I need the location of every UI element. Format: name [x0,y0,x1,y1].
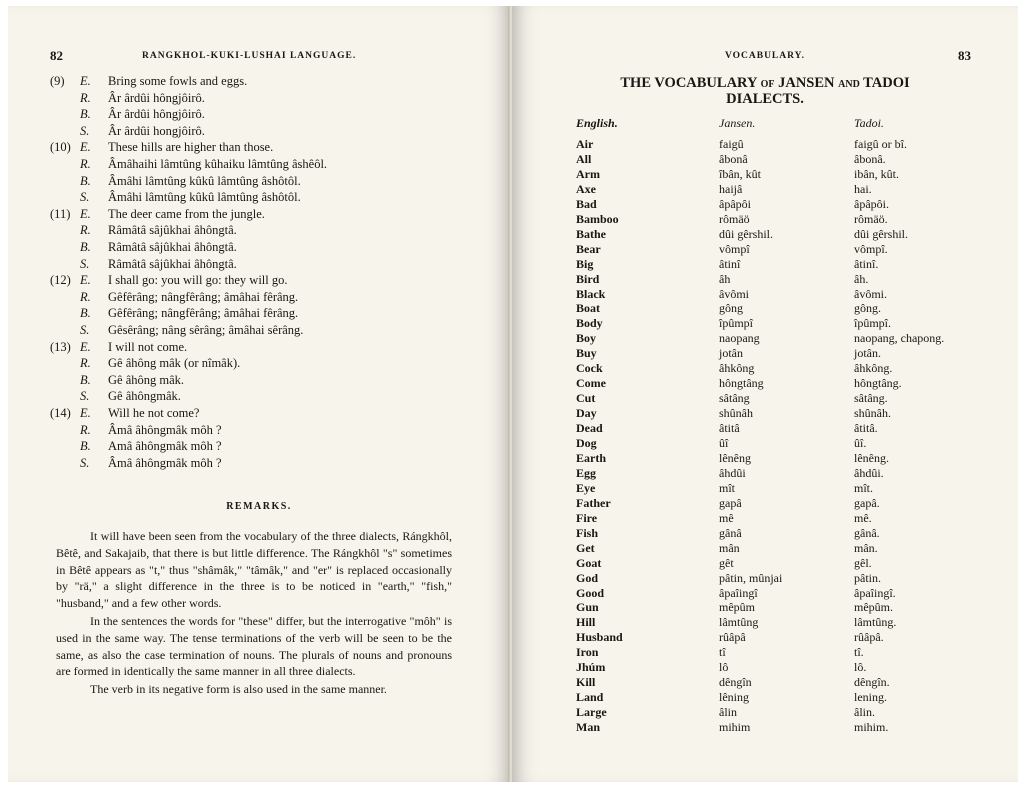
english-word: Cut [576,391,596,406]
dialect-marker: S. [80,389,90,404]
exercise-line [50,174,301,191]
jansen-word: vômpî [719,241,750,256]
tadoi-word: lâmtûng. [854,615,897,630]
exercise-line [50,456,222,473]
vocabulary-row [512,511,1018,526]
exercise-line [50,190,301,207]
tadoi-word: rûâpâ. [854,630,884,645]
exercise-line [50,74,247,91]
tadoi-word: gông. [854,301,881,316]
remarks-heading: REMARKS. [226,501,292,512]
dialect-marker: E. [80,273,91,288]
jansen-word: âvômi [719,286,749,301]
tadoi-word: dêngîn. [854,675,890,690]
vocabulary-title-line: THE VOCABULARY OF JANSEN AND TADOI [620,75,910,91]
dialect-marker: B. [80,107,91,122]
dialect-marker: S. [80,190,90,205]
dialect-marker: E. [80,140,91,155]
vocabulary-row [512,586,1018,601]
jansen-word: naopang [719,331,760,346]
tadoi-word: âpaîingî. [854,585,896,600]
exercise-text: Râmâtâ sâjûkhai âhôngtâ. [108,240,237,254]
english-word: Earth [576,450,606,465]
tadoi-word: mê. [854,510,872,525]
dialect-marker: B. [80,372,91,387]
exercise-number: (10) [50,140,71,155]
vocabulary-row [512,645,1018,660]
vocabulary-row [512,690,1018,705]
dialect-marker: R. [80,223,91,238]
english-word: Large [576,705,607,720]
vocabulary-row [512,182,1018,197]
page-number: 82 [50,48,63,63]
dialect-marker: R. [80,157,91,171]
running-head: VOCABULARY. [724,51,806,61]
english-word: Day [576,406,597,421]
tadoi-word: gânâ. [854,525,880,540]
exercise-text: Gê âhôngmâk. [108,389,181,404]
exercise-text: Gê âhông mâk. [108,372,185,387]
english-word: Jhúm [576,660,606,675]
exercise-text: Gêsêrâng; nâng sêrâng; âmâhai sêrâng. [108,323,304,337]
jansen-word: gapâ [719,495,742,510]
exercise-text: These hills are higher than those. [108,140,274,155]
jansen-word: rûâpâ [719,630,746,645]
tadoi-word: âtinî. [854,256,879,271]
vocabulary-row [512,406,1018,421]
dialect-marker: R. [80,422,91,437]
english-word: Man [576,720,600,735]
vocabulary-row [512,301,1018,316]
jansen-word: âpaîingî [719,585,758,600]
english-word: Bird [576,271,600,286]
exercise-text: The deer came from the jungle. [108,206,265,221]
vocabulary-row [512,376,1018,391]
jansen-word: mân [719,540,740,555]
tadoi-word: mêpûm. [854,600,893,615]
exercise-line [50,306,298,323]
jansen-word: gêt [719,555,734,570]
vocabulary-row [512,421,1018,436]
english-word: Father [576,495,611,510]
jansen-word: hôngtâng [719,376,764,391]
english-word: God [576,570,599,585]
tadoi-word: faigû or bî. [854,137,907,151]
vocabulary-row [512,600,1018,615]
tadoi-word: jotân. [854,346,881,361]
vocabulary-row [512,451,1018,466]
english-word: Black [576,286,606,301]
vocabulary-title-line: DIALECTS. [726,91,804,107]
vocabulary-row [512,287,1018,302]
book-spread [8,6,1018,782]
english-word: Fish [576,525,599,540]
tadoi-word: âbonâ. [854,151,886,166]
tadoi-word: rômäö. [854,211,888,226]
jansen-word: mît [719,480,736,495]
exercise-text: Râmâtâ sâjûkhai âhôngtâ. [108,256,237,271]
vocabulary-row [512,541,1018,556]
dialect-marker: E. [80,206,91,221]
jansen-word: shûnâh [719,406,753,421]
jansen-word: âlin [719,705,737,720]
dialect-marker: E. [80,74,91,88]
vocabulary-row [512,481,1018,496]
english-word: Bear [576,241,601,256]
tadoi-word: tî. [854,645,864,660]
exercise-line [50,124,205,141]
jansen-word: îbân, kût [719,166,761,181]
tadoi-word: ibân, kût. [854,166,899,181]
english-word: Dead [576,421,603,436]
jansen-word: haijâ [719,181,743,196]
jansen-word: gông [719,301,743,316]
vocabulary-row [512,720,1018,735]
tadoi-word: ûî. [854,436,867,450]
exercise-number: (12) [50,273,71,288]
vocabulary-row [512,361,1018,376]
tadoi-word: vômpî. [854,241,888,256]
exercise-line [50,107,205,124]
exercise-line [50,356,240,373]
page-number: 83 [958,48,971,63]
english-word: Dog [576,436,597,450]
english-word: Bad [576,196,597,211]
vocabulary-row [512,630,1018,645]
tadoi-word: âlin. [854,705,875,720]
tadoi-word: mihim. [854,720,889,735]
english-word: All [576,151,592,166]
exercise-line [50,290,298,307]
english-word: Husband [576,630,623,645]
jansen-word: lênêng [719,450,751,465]
exercise-line [50,406,199,423]
dialect-marker: R. [80,356,91,371]
right-page [512,6,1018,782]
jansen-word: lô [719,660,729,675]
dialect-marker: S. [80,123,90,138]
left-page [8,6,510,782]
exercise-text: Gê âhông mâk (or nîmâk). [108,356,241,371]
english-word: Come [576,376,606,391]
jansen-word: âhkông [719,361,755,376]
english-word: Good [576,585,605,600]
tadoi-word: gêl. [854,555,872,570]
english-word: Land [576,690,604,705]
jansen-word: tî [719,645,726,660]
exercise-line [50,273,288,290]
english-word: Arm [576,166,600,181]
dialect-marker: R. [80,90,91,105]
exercise-text: Âr ârdûi hôngjôirô. [108,90,205,105]
exercise-line [50,207,265,224]
vocabulary-row [512,346,1018,361]
jansen-word: âtinî [719,256,741,271]
tadoi-word: îpûmpî. [854,316,892,331]
column-header-english: English. [576,116,618,130]
vocabulary-row [512,152,1018,167]
english-word: Big [576,256,594,271]
exercise-text: Âr ârdûi hôngjôirô. [108,107,205,122]
jansen-word: jotân [719,346,743,361]
exercise-line [50,323,303,340]
english-word: Bathe [576,226,606,241]
english-word: Boy [576,331,597,346]
vocabulary-row [512,660,1018,675]
vocabulary-row [512,705,1018,720]
tadoi-word: âpâpôi. [854,196,889,211]
english-word: Egg [576,465,597,480]
remarks-paragraph: The verb in its negative form is also used in the same manner. [90,682,387,697]
running-head: RANGKHOL-KUKI-LUSHAI LANGUAGE. [142,51,357,61]
vocabulary-row [512,556,1018,571]
exercise-text: Râmâtâ sâjûkhai âhôngtâ. [108,223,237,238]
tadoi-word: lening. [854,690,887,705]
dialect-marker: E. [80,339,91,354]
vocabulary-row [512,436,1018,451]
jansen-word: faigû [719,137,744,151]
vocabulary-row [512,212,1018,227]
dialect-marker: B. [80,306,91,321]
exercise-text: Âmâhi lâmtûng kûkû lâmtûng âshôtôl. [108,173,301,188]
english-word: Gun [576,600,599,615]
exercise-line [50,91,205,108]
jansen-word: mê [719,510,734,525]
exercise-line [50,240,237,257]
vocabulary-row [512,137,1018,152]
tadoi-word: gapâ. [854,495,880,510]
tadoi-word: sâtâng. [854,391,888,406]
tadoi-word: pâtin. [854,570,881,585]
english-word: Bamboo [576,211,619,226]
vocabulary-row [512,675,1018,690]
column-header-jansen: Jansen. [719,116,756,130]
vocabulary-row [512,466,1018,481]
jansen-word: dûi gêrshil. [719,226,773,241]
english-word: Hill [576,615,596,630]
exercise-text: I will not come. [108,339,188,354]
exercise-line [50,439,222,456]
exercise-number: (13) [50,339,71,354]
vocabulary-row [512,526,1018,541]
column-header-tadoi: Tadoi. [854,116,884,130]
english-word: Body [576,316,603,331]
vocabulary-row [512,391,1018,406]
vocabulary-row [512,331,1018,346]
exercise-line [50,157,327,174]
exercise-line [50,389,181,406]
dialect-marker: E. [80,406,91,420]
exercise-text: Âmâ âhôngmâk môh ? [108,455,222,470]
tadoi-word: lô. [854,660,867,675]
english-word: Air [576,137,594,151]
exercise-text: Bring some fowls and eggs. [108,74,248,88]
english-word: Axe [576,181,596,196]
exercise-text: Âmâhaihi lâmtûng kûhaiku lâmtûng âshêôl. [108,157,328,171]
vocabulary-row [512,257,1018,272]
vocabulary-row [512,242,1018,257]
exercise-number: (9) [50,74,65,88]
english-word: Goat [576,555,602,570]
exercise-text: I shall go: you will go: they will go. [108,273,288,288]
remarks-paragraph: It will have been seen from the vocabulary of the three dialects, Rángkhôl, Bêtê, and Sakajaib, that there is but little difference. The Rángkhôl "s" sometimes in Bêtê appears as "t," thus "shâmâk," "tâmâk," and "er" is replaced occasionally by "rä," a slight difference in the three is to be noticed in "earth," "fish," "husband," and a few other words. [56,529,452,611]
jansen-word: lêning [719,690,749,705]
exercise-line [50,340,187,357]
exercise-number: (14) [50,406,71,420]
dialect-marker: B. [80,439,91,454]
english-word: Kill [576,675,596,690]
vocabulary-row [512,272,1018,287]
jansen-word: mihim [719,720,751,735]
vocabulary-row [512,615,1018,630]
dialect-marker: S. [80,455,90,470]
english-word: Iron [576,645,599,660]
english-word: Fire [576,510,598,525]
jansen-word: gânâ [719,525,742,540]
dialect-marker: S. [80,256,90,271]
english-word: Eye [576,480,596,495]
jansen-word: lâmtûng [719,615,759,630]
vocabulary-row [512,316,1018,331]
exercise-text: Gêfêrâng; nângfêrâng; âmâhai fêrâng. [108,306,299,321]
exercise-line [50,140,273,157]
jansen-word: âhdûi [719,465,746,480]
jansen-word: âbonâ [719,151,748,166]
jansen-word: âtitâ [719,421,740,436]
tadoi-word: hôngtâng. [854,376,902,391]
exercise-text: Âmâhi lâmtûng kûkû lâmtûng âshôtôl. [108,190,301,205]
tadoi-word: naopang, chapong. [854,331,945,346]
vocabulary-row [512,227,1018,242]
english-word: Buy [576,346,597,361]
tadoi-word: âh. [854,271,869,286]
tadoi-word: shûnâh. [854,406,891,421]
exercise-line [50,257,237,274]
dialect-marker: S. [80,323,90,337]
vocabulary-row [512,496,1018,511]
jansen-word: âh [719,271,731,286]
vocabulary-title [512,76,1018,107]
vocabulary-row [512,167,1018,182]
exercise-line [50,373,184,390]
jansen-word: ûî [719,436,729,450]
jansen-word: âpâpôi [719,196,751,211]
remarks-paragraph: In the sentences the words for "these" differ, but the interrogative "môh" is used in the same way. The tense terminations of the verb will be seen to be the same, as also the case termination of nouns. The plurals of nouns and pronouns are formed in identically the same manner in all three dialects. [56,613,452,679]
exercise-text: Will he not come? [108,406,200,420]
exercise-text: Amâ âhôngmâk môh ? [108,439,222,454]
dialect-marker: R. [80,289,91,304]
tadoi-word: lênêng. [854,450,889,465]
tadoi-word: âhdûi. [854,465,884,480]
jansen-word: rômäö [719,211,750,226]
remarks-text [56,528,452,699]
exercise-number: (11) [50,206,71,221]
vocabulary-row [512,197,1018,212]
exercise-text: Gêfêrâng; nângfêrâng; âmâhai fêrâng. [108,289,299,304]
exercise-line [50,223,237,240]
dialect-marker: B. [80,240,91,254]
tadoi-word: âvômi. [854,286,887,301]
tadoi-word: mân. [854,540,878,555]
english-word: Get [576,540,595,555]
jansen-word: mêpûm [719,600,755,615]
tadoi-word: dûi gêrshil. [854,226,908,241]
tadoi-word: âhkông. [854,361,893,376]
tadoi-word: mît. [854,480,874,495]
jansen-word: sâtâng [719,391,750,406]
english-word: Boat [576,301,600,316]
exercise-line [50,423,222,440]
tadoi-word: hai. [854,181,872,196]
dialect-marker: B. [80,173,91,188]
exercise-text: Âr ârdûi hongjôirô. [108,123,205,138]
vocabulary-row [512,571,1018,586]
jansen-word: pâtin, mûnjai [719,570,783,585]
exercise-text: Âmâ âhôngmâk môh ? [108,422,222,437]
jansen-word: dêngîn [719,675,752,690]
jansen-word: îpûmpî [719,316,754,331]
english-word: Cock [576,361,603,376]
tadoi-word: âtitâ. [854,421,878,436]
